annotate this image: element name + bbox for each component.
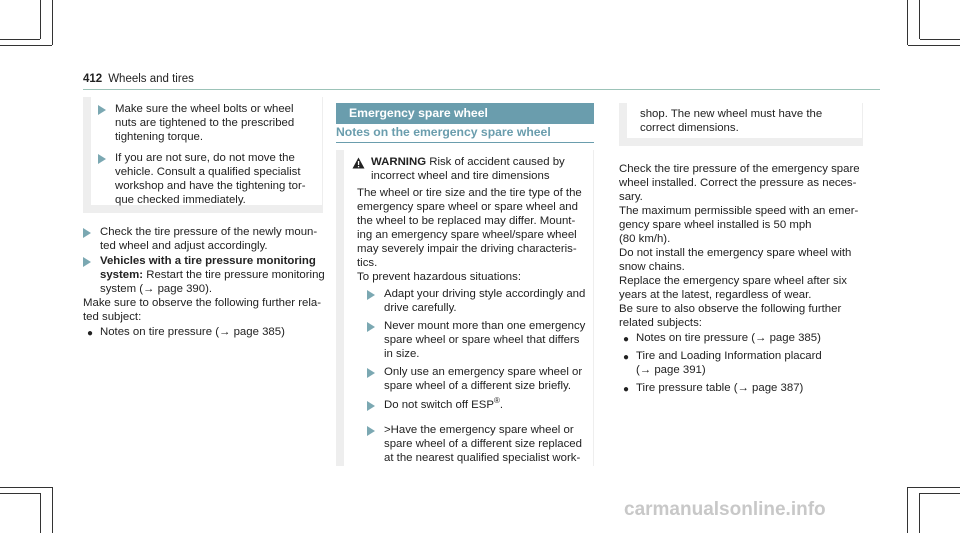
running-header <box>83 73 194 87</box>
step-line: spare wheel or spare wheel that differs <box>384 334 580 346</box>
step-line: vehicle. Consult a qualified specialist <box>115 166 301 178</box>
body-line: Check the tire pressure of the newly moun- <box>100 226 318 238</box>
banner-title: Emergency spare wheel <box>349 106 488 120</box>
bullet-item: (→ page 391) <box>636 364 706 376</box>
warning-body-line: the wheel to be replaced may differ. Mount- <box>357 215 576 227</box>
body-line: Vehicles with a tire pressure monitoring <box>100 255 316 267</box>
warning-box-continued <box>619 103 863 146</box>
warning-body-line: correct dimensions. <box>640 122 739 134</box>
body-line: years at the latest, regardless of wear. <box>619 289 812 301</box>
warning-body-line: tics. <box>357 257 378 269</box>
bullet-item: Tire pressure table (→ page 387) <box>636 382 804 394</box>
bullet-item: Notes on tire pressure (→ page 385) <box>636 332 821 344</box>
step-line: spare wheel of a different size replaced <box>384 438 582 450</box>
body-line: system (→ page 390). <box>100 283 213 295</box>
registered-mark: ® <box>493 396 500 406</box>
step-arrow-icon <box>367 401 375 411</box>
step-arrow-icon <box>83 257 91 267</box>
step-arrow-icon <box>98 105 106 115</box>
step-line: nuts are tightened to the prescribed <box>115 117 295 129</box>
body-line: Check the tire pressure of the emergency spare <box>619 163 860 175</box>
body-line: (80 km/h). <box>619 233 671 245</box>
step-arrow-icon <box>83 228 91 238</box>
step-arrow-icon <box>367 322 375 332</box>
step-line: Only use an emergency spare wheel or <box>384 366 583 378</box>
step-arrow-icon <box>98 154 106 164</box>
subheading: Notes on the emergency spare wheel <box>336 125 551 139</box>
step-line: tightening torque. <box>115 131 204 143</box>
warning-label: WARNING <box>371 156 427 168</box>
bullet-icon: ● <box>623 334 630 345</box>
bullet-icon: ● <box>623 352 630 363</box>
warning-body-line: shop. The new wheel must have the <box>640 108 823 120</box>
step-arrow-icon <box>367 290 375 300</box>
body-line: ted wheel and adjust accordingly. <box>100 240 268 252</box>
step-line: spare wheel of a different size briefly. <box>384 380 571 392</box>
body-line: sary. <box>619 191 643 203</box>
header-rule <box>83 89 880 90</box>
step-line: drive carefully. <box>384 302 457 314</box>
body-line: ted subject: <box>83 311 142 323</box>
body-line: Make sure to observe the following further rela- <box>83 297 322 309</box>
step-line: at the nearest qualified specialist work- <box>384 452 581 464</box>
step-arrow-icon <box>367 368 375 378</box>
body-line: gency spare wheel installed is 50 mph <box>619 219 812 231</box>
step-line: in size. <box>384 348 420 360</box>
bullet-icon: ● <box>623 384 630 395</box>
warning-body-line: ing an emergency spare wheel/spare wheel <box>357 229 577 241</box>
step-arrow-icon <box>367 426 375 436</box>
section-banner <box>336 103 594 124</box>
step-line: >Have the emergency spare wheel or <box>384 424 574 436</box>
body-line: Be sure to also observe the following further <box>619 303 842 315</box>
warning-body-line: emergency spare wheel or spare wheel and <box>357 201 578 213</box>
bullet-item: Notes on tire pressure (→ page 385) <box>100 326 285 338</box>
warning-title: Risk of accident caused by <box>429 156 565 168</box>
body-line: The maximum permissible speed with an emer- <box>619 205 859 217</box>
note-box <box>83 97 323 213</box>
warning-body-line: To prevent hazardous situations: <box>357 271 521 283</box>
subheading-rule <box>336 142 594 143</box>
warning-box <box>336 150 594 466</box>
warning-body-line: The wheel or tire size and the tire type of the <box>357 187 582 199</box>
step-line: Do not switch off ESP®. <box>384 396 504 411</box>
step-line: If you are not sure, do not move the <box>115 152 295 164</box>
body-line: snow chains. <box>619 261 685 273</box>
warning-body-line: may severely impair the driving characteris- <box>357 243 577 255</box>
body-line: related subjects: <box>619 317 702 329</box>
body-text: Restart the tire pressure monitoring <box>143 269 325 281</box>
body-line: Replace the emergency spare wheel after six <box>619 275 847 287</box>
step-line: workshop and have the tightening tor- <box>115 180 306 192</box>
warning-line: incorrect wheel and tire dimensions <box>371 170 550 182</box>
page-number: 412 <box>83 73 103 85</box>
body-line: Do not install the emergency spare wheel with <box>619 247 852 259</box>
warning-line <box>371 156 565 170</box>
bullet-item: Tire and Loading Information placard <box>636 350 822 362</box>
watermark: carmanualsonline.info <box>624 499 826 520</box>
step-line: Never mount more than one emergency <box>384 320 586 332</box>
body-bold: system: <box>100 269 144 281</box>
body-line <box>100 269 325 283</box>
step-line: Adapt your driving style accordingly and <box>384 288 586 300</box>
body-line: wheel installed. Correct the pressure as neces- <box>619 177 857 189</box>
section-title: Wheels and tires <box>108 73 194 85</box>
bullet-icon: ● <box>87 328 94 339</box>
warning-triangle-icon <box>352 157 365 169</box>
step-line: que checked immediately. <box>115 194 246 206</box>
step-text: Do not switch off ESP <box>384 399 494 411</box>
step-line: Make sure the wheel bolts or wheel <box>115 103 294 115</box>
